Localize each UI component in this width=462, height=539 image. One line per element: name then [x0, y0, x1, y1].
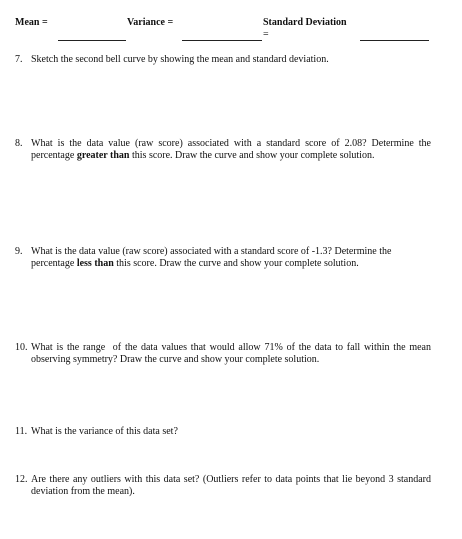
question-text — [31, 138, 431, 162]
mean-answer-blank[interactable] — [58, 40, 126, 41]
question-number: 10. — [15, 342, 28, 353]
mean-label: Mean = — [15, 17, 48, 28]
question-number: 7. — [15, 54, 23, 65]
emphasis-less-than: less than — [76, 258, 114, 269]
question-number: 11. — [15, 426, 28, 437]
standard-deviation-equals: = — [263, 29, 269, 40]
question-text: What is the range of the data values that would allow 71% of the data to fall within the mean observing symmetry? Draw the curve and show your complete solution. — [31, 342, 434, 365]
question-text: Sketch the second bell curve by showing the mean and standard deviation. — [31, 54, 329, 65]
variance-label: Variance = — [127, 17, 174, 28]
question-text-post: this score. Draw the curve and show your complete solution. — [113, 258, 359, 269]
question-text-pre: What is the data value (raw score) associated with a standard score of -1.3? Determine the percentage — [31, 246, 392, 269]
question-text: What is the variance of this data set? — [31, 426, 178, 437]
variance-answer-blank[interactable] — [182, 40, 262, 41]
emphasis-greater-than: greater than — [76, 150, 130, 161]
question-number: 12. — [15, 474, 28, 485]
question-number: 8. — [15, 138, 23, 149]
question-text: Are there any outliers with this data set? (Outliers refer to data points that lie beyond 3 standard deviation from the mean). — [31, 474, 431, 497]
question-number: 9. — [15, 246, 23, 257]
question-text-post: this score. Draw the curve and show your complete solution. — [129, 150, 375, 161]
question-text — [31, 246, 431, 270]
standard-deviation-answer-blank[interactable] — [360, 40, 429, 41]
standard-deviation-label: Standard Deviation — [263, 17, 347, 28]
question-text-pre: What is the data value (raw score) associated with a standard score of 2.08? Determine the percentage — [31, 138, 431, 161]
